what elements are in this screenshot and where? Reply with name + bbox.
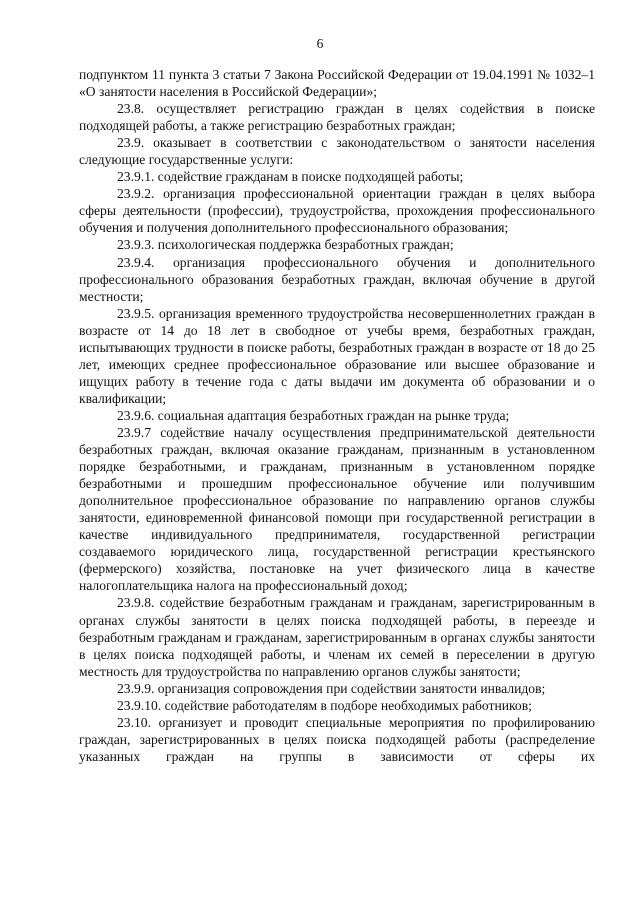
page-number: 6 [316,36,324,51]
paragraph-23-9-1: 23.9.1. содействие гражданам в поиске подходящей работы; [117,169,464,185]
paragraph-23-9-8: 23.9.8. содействие безработным гражданам и гражданам, зарегистрированным в органах службы занятости в целях поиска подходящей работы, в переезде и безработным гражданам и гражданам, зарегистрированным в органах службы занятости в целях поиска подходящей работы, и членам их семей в переселении в другую местность для трудоустройства по направлению органов службы занятости; [79,595,595,679]
paragraph-23-9-10: 23.9.10. содействие работодателям в подборе необходимых работников; [117,697,532,713]
paragraph-23-9: 23.9. оказывает в соответствии с законодательством о занятости населения следующие государственные услуги: [79,135,595,168]
paragraph-23-8: 23.8. осуществляет регистрацию граждан в целях содействия в поиске подходящей работы, а также регистрацию безработных граждан; [79,101,595,134]
paragraph-23-9-4: 23.9.4. организация профессионального обучения и дополнительного профессионального образования безработных граждан, включая обучение в другой местности; [79,254,595,304]
paragraph-23-9-7: 23.9.7 содействие началу осуществления предпринимательской деятельности безработных граждан, включая оказание гражданам, признанным в установленном порядке безработными, и гражданам, признанным в установленном порядке безработными и прошедшим профессиональное обучение или получившим дополнительное профессиональное образование по направлению органов службы занятости, единовременной финансовой помощи при государственной регистрации в качестве индивидуального предпринимателя, государственной регистрации создаваемого юридического лица, государственной регистрации крестьянского (фермерского) хозяйства, постановке на учет физического лица в качестве налогоплательщика налога на профессиональный доход; [79,424,595,594]
paragraph-23-9-6: 23.9.6. социальная адаптация безработных граждан на рынке труда; [117,407,510,423]
paragraph-23-10: 23.10. организует и проводит специальные мероприятия по профилированию граждан, зарегистрированных в целях поиска подходящей работы (распределение указанных граждан на группы в зависимости от сферы их [79,714,595,764]
paragraph-23-9-2: 23.9.2. организация профессиональной ориентации граждан в целях выбора сферы деятельности (профессии), трудоустройства, прохождения профессионального обучения и получения дополнительного профессионального образования; [79,186,595,236]
paragraph-23-9-9: 23.9.9. организация сопровождения при содействии занятости инвалидов; [117,680,546,696]
document-body [79,66,595,765]
paragraph-23-9-3: 23.9.3. психологическая поддержка безработных граждан; [117,237,454,253]
paragraph-23-9-5: 23.9.5. организация временного трудоустройства несовершеннолетних граждан в возрасте от 14 до 18 лет в свободное от учебы время, безработных граждан, испытывающих трудности в поиске работы, безработных граждан в возрасте от 18 до 25 лет, имеющих среднее профессиональное образование или высшее образование и ищущих работу в течение года с даты выдачи им документа об образовании и о квалификации; [79,305,595,406]
paragraph-continuation: подпунктом 11 пункта 3 статьи 7 Закона Российской Федерации от 19.04.1991 № 1032–1 «О занятости населения в Российской Федерации»; [79,67,595,100]
